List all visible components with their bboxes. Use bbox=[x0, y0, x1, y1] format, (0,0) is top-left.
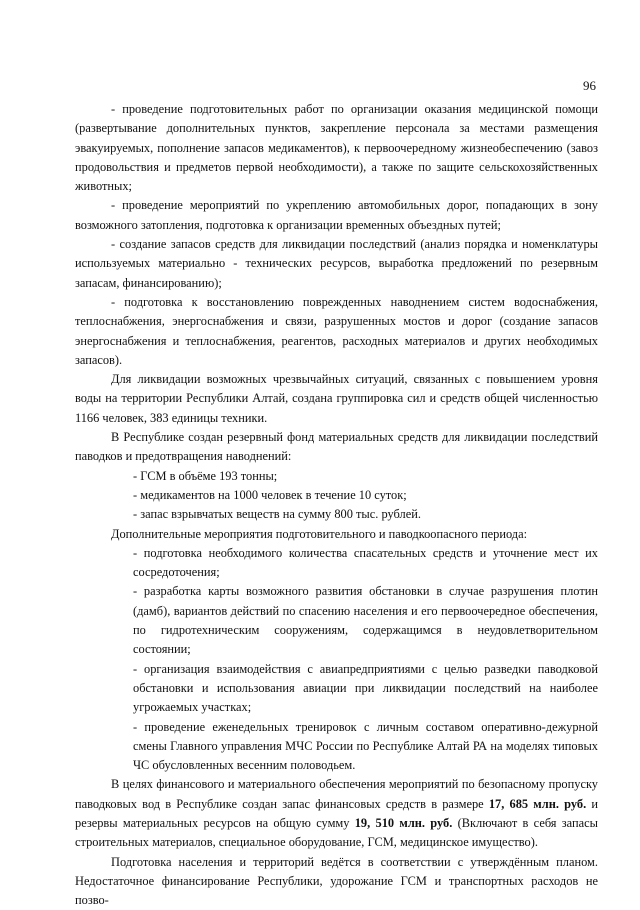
paragraph-road-reinforcement: - проведение мероприятий по укреплению автомобильных дорог, попадающих в зону возможного затопления, подготовка к организации временных объездных путей; bbox=[75, 198, 598, 232]
paragraph-medical-preparation: - проведение подготовительных работ по организации оказания медицинской помощи (развертывание дополнительных пунктов, закрепление персонала за местами размещения эвакуируемых, пополнение запасов медикаментов), к первоочередному жизнеобеспечению (завоз продовольствия и предметов первой необходимости), а также по защите сельскохозяйственных животных; bbox=[75, 102, 598, 194]
financing-text-1: В целях финансового и материального обеспечения мероприятий по безопасному пропуску паводковых вод в Республике создан запас финансовых средств в размере bbox=[75, 777, 598, 811]
page-number: 96 bbox=[583, 78, 596, 93]
paragraph-financing bbox=[75, 775, 598, 852]
paragraph-reserve-stock: - создание запасов средств для ликвидации последствий (анализ порядка и номенклатуры используемых материально - технических ресурсов, выработка предложений по резервным запасам, финансированию); bbox=[75, 237, 598, 290]
paragraph-population-preparation: Подготовка населения и территорий ведётся в соответствии с утверждённым планом. Недостаточное финансирование Республики, удорожание ГСМ и транспортных расходов не позво- bbox=[75, 854, 598, 908]
list-item-dam-map: - разработка карты возможного развития обстановки в случае разрушения плотин (дамб), вариантов действий по спасению населения и его первоочередное обеспечения, по гидротехническим сооружениям, содержащимся в неудовлетворительном состоянии; bbox=[133, 584, 598, 657]
paragraph-system-restoration: - подготовка к восстановлению поврежденных наводнением систем водоснабжения, теплоснабжения, энергоснабжения и связи, разрушенных мостов и дорог (создание запасов энергоснабжения и теплоснабжения, реагентов, расходных материалов и других необходимых запасов). bbox=[75, 294, 598, 367]
document-body bbox=[75, 100, 598, 910]
list-item-medicine: - медикаментов на 1000 человек в течение 10 суток; bbox=[133, 487, 407, 502]
financing-amount-funds: 17, 685 млн. руб. bbox=[488, 796, 587, 811]
financing-amount-resources: 19, 510 млн. руб. bbox=[354, 815, 453, 830]
list-item-fuel: - ГСМ в объёме 193 тонны; bbox=[133, 468, 278, 483]
paragraph-force-grouping: Для ликвидации возможных чрезвычайных ситуаций, связанных с повышением уровня воды на территории Республики Алтай, создана группировка сил и средств общей численностью 1166 человек, 383 единицы техники. bbox=[75, 372, 598, 425]
paragraph-reserve-fund: В Республике создан резервный фонд материальных средств для ликвидации последствий паводков и предотвращения наводнений: bbox=[75, 430, 598, 464]
list-item-aviation: - организация взаимодействия с авиапредприятиями с целью разведки паводковой обстановки и использования авиации при ликвидации последствий на наиболее угрожаемых участках; bbox=[133, 661, 598, 715]
list-item-training: - проведение еженедельных тренировок с личным составом оперативно-дежурной смены Главного управления МЧС России по Республике Алтай РА на моделях типовых ЧС обусловленных весенним половодьем. bbox=[133, 719, 598, 773]
paragraph-additional-measures: Дополнительные мероприятия подготовительного и паводкоопасного периода: bbox=[111, 526, 528, 541]
list-item-explosives: - запас взрывчатых веществ на сумму 800 тыс. рублей. bbox=[133, 507, 421, 522]
financing-text-3: (Включают в себя запасы строительных материалов, специальное оборудование, ГСМ, медицинское имущество). bbox=[75, 815, 598, 850]
financing-text-2: и резервы материальных ресурсов на общую сумму bbox=[75, 796, 598, 830]
list-item-rescue-equipment: - подготовка необходимого количества спасательных средств и уточнение мест их сосредоточения; bbox=[133, 545, 598, 580]
